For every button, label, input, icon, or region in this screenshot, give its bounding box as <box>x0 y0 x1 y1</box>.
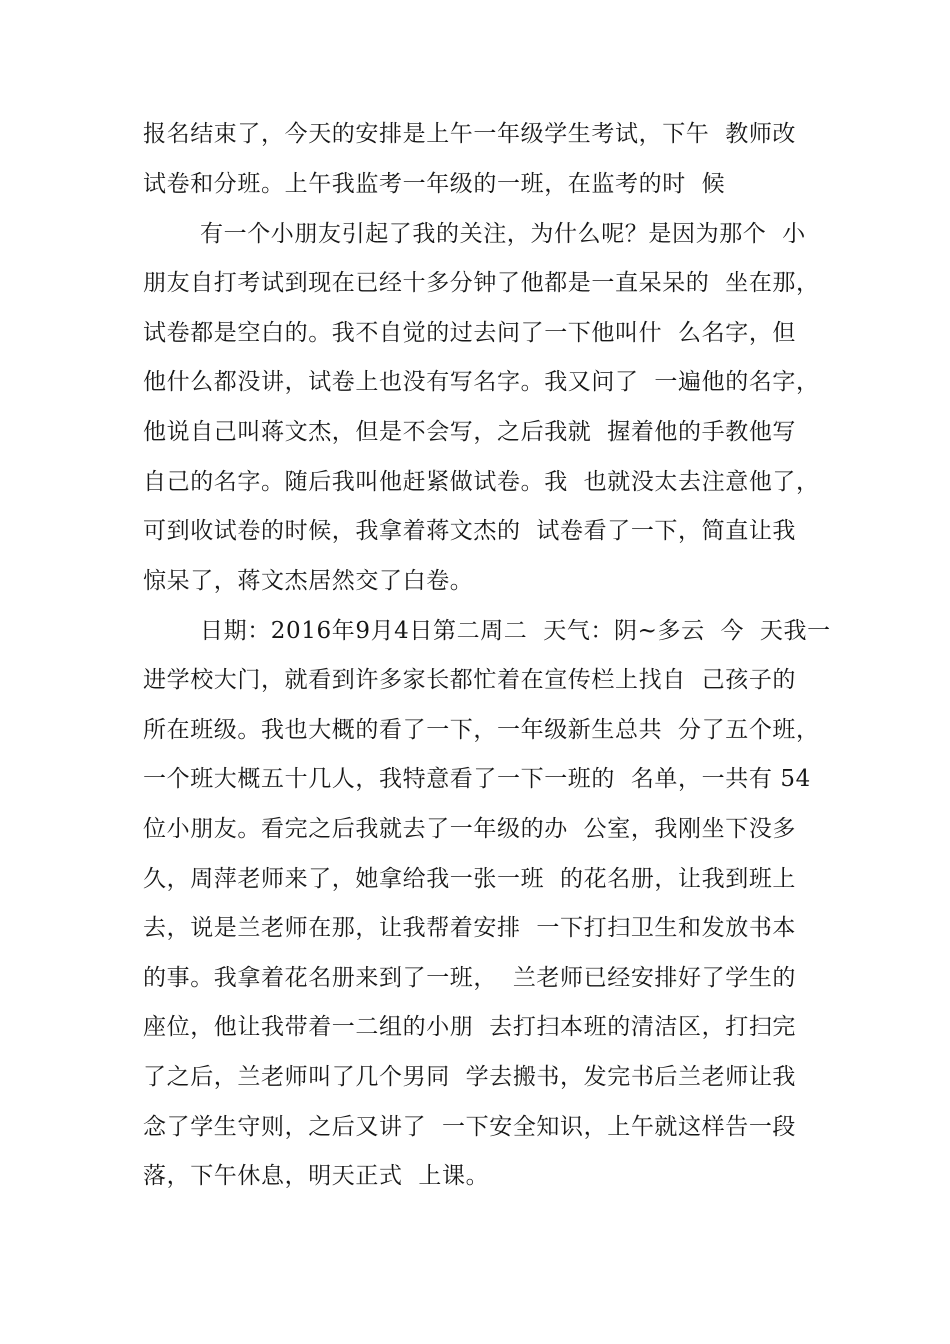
date-weather-line: 日期：2016年9月4日第二周二 天气：阴~多云 今 天我一 <box>200 618 831 644</box>
text-line: 他说自己叫蒋文杰，但是不会写，之后我就 握着他的手教他写 <box>143 419 797 445</box>
text-line: 落，下午休息，明天正式 上课。 <box>143 1163 490 1189</box>
paragraph-start-line: 有一个小朋友引起了我的关注，为什么呢？是因为那个 小 <box>200 221 806 247</box>
text-line: 试卷都是空白的。我不自觉的过去问了一下他叫什 么名字，但 <box>143 320 797 346</box>
text-line: 所在班级。我也大概的看了一下，一年级新生总共 分了五个班， <box>143 717 820 743</box>
text-line: 朋友自打考试到现在已经十多分钟了他都是一直呆呆的 坐在那， <box>143 270 820 296</box>
text-line: 惊呆了，蒋文杰居然交了白卷。 <box>143 568 474 594</box>
text-line: 自己的名字。随后我叫他赶紧做试卷。我 也就没太去注意他了， <box>143 469 820 495</box>
text-line: 一个班大概五十几人，我特意看了一下一班的 名单，一共有 54 <box>143 766 811 792</box>
text-line: 去，说是兰老师在那，让我帮着安排 一下打扫卫生和发放书本 <box>143 915 797 941</box>
text-line: 了之后，兰老师叫了几个男同 学去搬书，发完书后兰老师让我 <box>143 1064 797 1090</box>
text-line: 进学校大门，就看到许多家长都忙着在宣传栏上找自 己孩子的 <box>143 667 797 693</box>
text-line: 他什么都没讲，试卷上也没有写名字。我又问了 一遍他的名字， <box>143 369 820 395</box>
text-line: 座位，他让我带着一二组的小朋 去打扫本班的清洁区，打扫完 <box>143 1014 797 1040</box>
text-line: 念了学生守则，之后又讲了 一下安全知识，上午就这样告一段 <box>143 1114 797 1140</box>
text-line: 久，周萍老师来了，她拿给我一张一班 的花名册，让我到班上 <box>143 866 797 892</box>
text-line: 位小朋友。看完之后我就去了一年级的办 公室，我刚坐下没多 <box>143 816 797 842</box>
text-line: 报名结束了，今天的安排是上午一年级学生考试，下午 教师改 <box>143 121 797 147</box>
text-line: 的事。我拿着花名册来到了一班， 兰老师已经安排好了学生的 <box>143 965 797 991</box>
text-line: 可到收试卷的时候，我拿着蒋文杰的 试卷看了一下，简直让我 <box>143 518 797 544</box>
text-line: 试卷和分班。上午我监考一年级的一班，在监考的时 候 <box>143 171 726 197</box>
